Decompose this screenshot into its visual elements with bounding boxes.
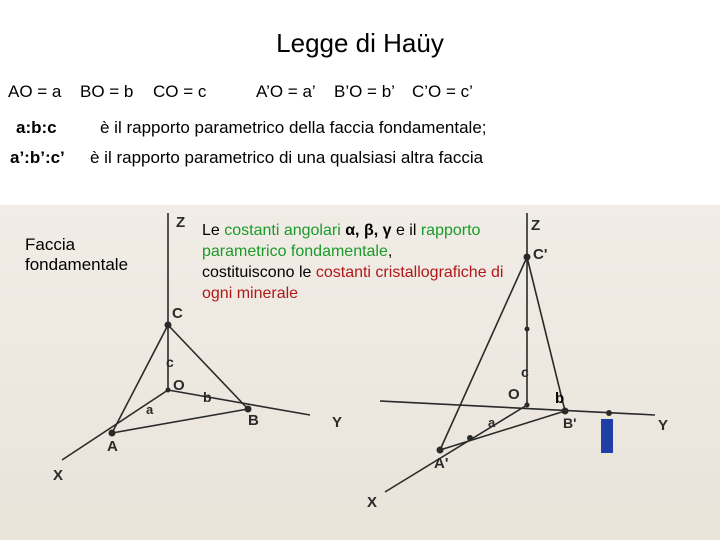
left-label-o: O	[173, 377, 185, 394]
def-ao: AO = a	[8, 82, 62, 101]
right-label-z: Z	[531, 217, 541, 234]
note-part-1: Le	[202, 222, 225, 239]
def-ao-prime: A’O = a’	[256, 82, 316, 101]
right-edge-cb	[527, 257, 565, 411]
right-label-o: O	[508, 386, 520, 403]
right-label-b-point: B'	[563, 415, 577, 431]
left-label-z: Z	[176, 214, 186, 231]
note-crystallographic-constants: costanti cristallografiche di ogni minerale	[202, 264, 504, 302]
note-angular-constants: costanti angolari	[224, 222, 341, 239]
right-label-a-point: A'	[434, 455, 449, 472]
constants-note	[202, 220, 522, 304]
left-label-a: a	[146, 402, 154, 417]
def-bo: BO = b	[80, 82, 134, 101]
left-label-c-point: C	[172, 305, 183, 322]
note-part-4: e il	[391, 222, 421, 239]
right-point-c	[524, 254, 531, 261]
right-label-c: c	[521, 364, 529, 380]
note-part-6: ,	[387, 243, 393, 260]
right-label-x: X	[367, 494, 378, 511]
ratio-fundamental-label: a:b:c	[16, 118, 57, 137]
right-label-b: b	[555, 390, 565, 407]
left-point-c	[165, 322, 172, 329]
right-origin	[525, 403, 530, 408]
left-origin	[166, 388, 171, 393]
right-edge-ab	[440, 411, 565, 450]
right-mark-z	[525, 327, 530, 332]
left-point-a	[109, 430, 116, 437]
right-x-axis	[385, 405, 527, 492]
note-greek-symbols: α, β, γ	[340, 222, 392, 239]
right-point-b	[562, 408, 569, 415]
slide-title: Legge di Haüy	[276, 28, 444, 58]
right-label-c-point: C'	[533, 246, 548, 263]
right-mark-y	[606, 410, 612, 416]
def-co: CO = c	[153, 82, 207, 101]
right-y-axis	[380, 401, 655, 415]
left-label-b: b	[203, 389, 212, 405]
right-label-a: a	[488, 415, 496, 430]
ratio-other-label: a’:b’:c’	[10, 148, 65, 167]
left-caption: Faccia fondamentale	[25, 235, 129, 274]
ratio-fundamental-text: è il rapporto parametrico della faccia fondamentale;	[100, 118, 487, 137]
blue-marker	[601, 419, 613, 453]
note-part-7: costituiscono le	[202, 264, 316, 281]
left-label-y: Y	[332, 414, 343, 431]
def-co-prime: C’O = c’	[412, 82, 473, 101]
left-label-a-point: A	[107, 438, 118, 455]
left-edge-ca	[112, 325, 168, 433]
left-label-b-point: B	[248, 412, 259, 429]
def-bo-prime: B’O = b’	[334, 82, 395, 101]
left-label-c: c	[166, 354, 174, 370]
right-label-y: Y	[658, 417, 669, 434]
note-parametric-ratio: rapporto parametrico fondamentale	[202, 222, 481, 260]
right-mark-x	[467, 435, 473, 441]
ratio-other-text: è il rapporto parametrico di una qualsiasi altra faccia	[90, 148, 484, 167]
right-point-a	[437, 447, 444, 454]
left-label-x: X	[53, 467, 64, 484]
